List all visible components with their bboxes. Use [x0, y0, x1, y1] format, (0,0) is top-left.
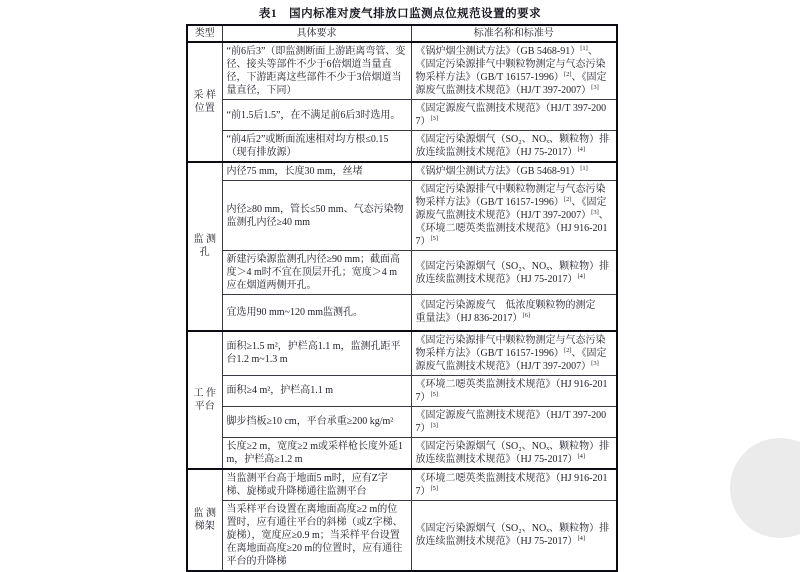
requirement-cell: “前6后3”（即监测断面上游距离弯管、变径、接头等部件不少于6倍烟道当量直径，下游距离这些部件不少于3倍烟道当量直径，下同）	[222, 42, 411, 100]
standard-cell: 《固定污染源烟气（SO₂、NOₓ、颗粒物）排放连续监测技术规范》（HJ 75-2017）[4]	[411, 500, 617, 571]
standard-cell: 《固定污染源烟气（SO₂、NOₓ、颗粒物）排放连续监测技术规范》（HJ 75-2017）[4]	[411, 251, 617, 295]
table-row	[187, 181, 617, 251]
requirement-cell: 脚步挡板≥10 cm，平台承重≥200 kg/m²	[222, 406, 411, 437]
table-row	[187, 375, 617, 406]
table-row	[187, 100, 617, 131]
type-cell: 监 测 孔	[187, 162, 222, 331]
standard-cell: 《锅炉烟尘测试方法》（GB 5468-91）[1]	[411, 162, 617, 181]
requirement-cell: 当采样平台设置在离地面高度≥2 m的位置时，应有通往平台的斜梯（或Z字梯、旋梯），宽度应≥0.9 m；当采样平台设置在离地面高度≥20 m的位置时，应有通往平台的升降梯	[222, 500, 411, 571]
standard-cell: 《环境二噁英类监测技术规范》（HJ 916-2017）[5]	[411, 375, 617, 406]
table-row	[187, 251, 617, 295]
standard-cell: 《固定污染源排气中颗粒物测定与气态污染物采样方法》（GB/T 16157-1996）[2]、《固定源废气监测技术规范》（HJ/T 397-2007）[3]、《环境二噁英类监测技术规范》（HJ 916-2017）[5]	[411, 181, 617, 251]
standards-table	[186, 24, 618, 572]
standard-cell: 《锅炉烟尘测试方法》（GB 5468-91）[1]、《固定污染源排气中颗粒物测定与气态污染物采样方法》（GB/T 16157-1996）[2]、《固定源废气监测技术规范》（HJ/T 397-2007）[3]	[411, 42, 617, 100]
table-row	[187, 437, 617, 469]
table-row	[187, 162, 617, 181]
standard-cell: 《环境二噁英类监测技术规范》（HJ 916-2017）[5]	[411, 469, 617, 501]
table-row	[187, 131, 617, 163]
table-row	[187, 295, 617, 331]
table-body	[187, 42, 617, 571]
requirement-cell: “前1.5后1.5”，在不满足前6后3时选用。	[222, 100, 411, 131]
requirement-cell: 新建污染源监测孔内径≥90 mm；截面高度＞4 m时不宜在顶层开孔；宽度＞4 m应在烟道两侧开孔。	[222, 251, 411, 295]
requirement-cell: 当监测平台高于地面5 m时，应有Z字梯、旋梯或升降梯通往监测平台	[222, 469, 411, 501]
standard-cell: 《固定污染源烟气（SO₂、NOₓ、颗粒物）排放连续监测技术规范》（HJ 75-2017）[4]	[411, 131, 617, 163]
standard-cell: 《固定污染源废气 低浓度颗粒物的测定 重量法》（HJ 836-2017）[6]	[411, 295, 617, 331]
requirement-cell: 面积≥4 m²，护栏高1.1 m	[222, 375, 411, 406]
requirement-cell: 面积≥1.5 m²，护栏高1.1 m，监测孔距平台1.2 m~1.3 m	[222, 331, 411, 376]
requirement-cell: 宜选用90 mm~120 mm监测孔。	[222, 295, 411, 331]
table-wrapper	[186, 24, 618, 572]
requirement-cell: 内径75 mm，长度30 mm，丝堵	[222, 162, 411, 181]
requirement-cell: 长度≥2 m，宽度≥2 m或采样枪长度外延1 m，护栏高≥1.2 m	[222, 437, 411, 469]
requirement-cell: “前4后2”或断面流速相对均方根≤0.15（现有排放源）	[222, 131, 411, 163]
table-row	[187, 42, 617, 100]
header-requirements: 具体要求	[222, 25, 411, 42]
table-row	[187, 406, 617, 437]
watermark-blob	[730, 438, 800, 538]
table-row	[187, 500, 617, 571]
header-type: 类型	[187, 25, 222, 42]
table-header-row	[187, 25, 617, 42]
table-row	[187, 469, 617, 501]
table-row	[187, 331, 617, 376]
standard-cell: 《固定污染源烟气（SO₂、NOₓ、颗粒物）排放连续监测技术规范》（HJ 75-2017）[4]	[411, 437, 617, 469]
standard-cell: 《固定源废气监测技术规范》（HJ/T 397-2007）[3]	[411, 406, 617, 437]
type-cell: 监 测 梯架	[187, 469, 222, 571]
header-standard: 标准名称和标准号	[411, 25, 617, 42]
standard-cell: 《固定污染源排气中颗粒物测定与气态污染物采样方法》（GB/T 16157-1996）[2]、《固定源废气监测技术规范》（HJ/T 397-2007）[3]	[411, 331, 617, 376]
table-title: 表1 国内标准对废气排放口监测点位规范设置的要求	[258, 8, 542, 20]
type-cell: 采 样 位置	[187, 42, 222, 162]
type-cell: 工 作 平台	[187, 331, 222, 469]
standard-cell: 《固定源废气监测技术规范》（HJ/T 397-2007）[3]	[411, 100, 617, 131]
requirement-cell: 内径≥80 mm，管长≤50 mm、气态污染物监测孔内径≥40 mm	[222, 181, 411, 251]
